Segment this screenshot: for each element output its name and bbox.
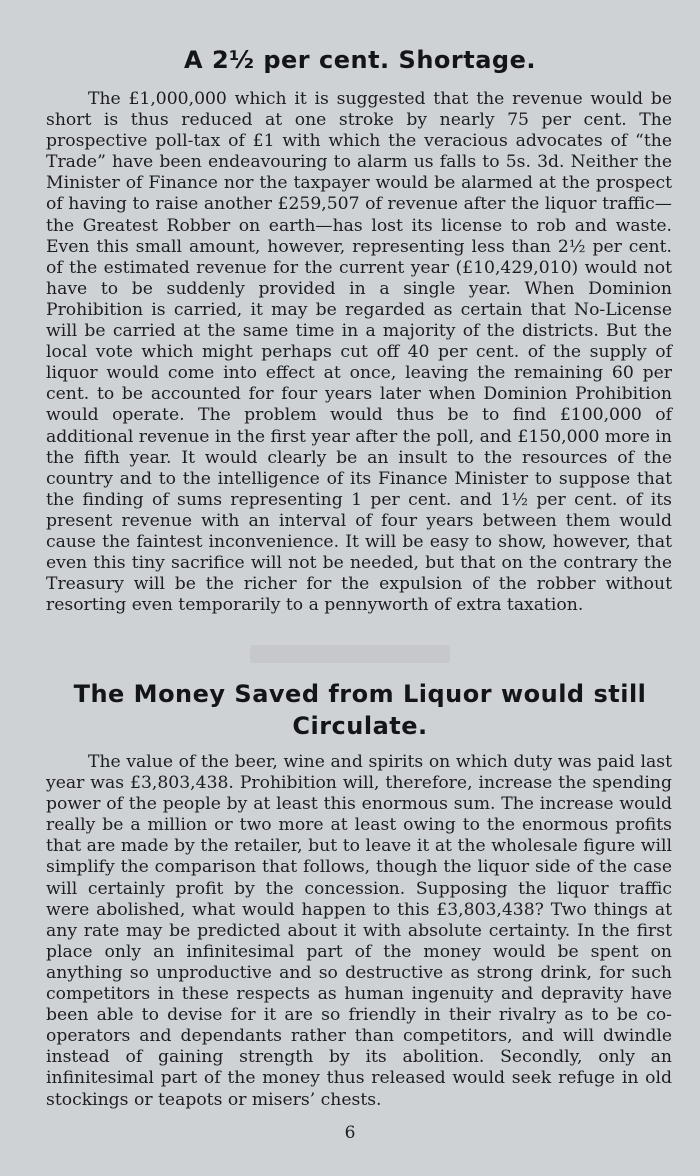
show-through-mark bbox=[250, 645, 450, 663]
body-paragraph-shortage: The £1,000,000 which it is suggested that the revenue would be short is thus reduced at one stroke by nearly 75 per cent. The prospective poll-tax of £1 with which the veracious advocates of “the Trade” have been endeavouring to alarm us falls to 5s. 3d. Neither the Minister of Finance nor the taxpayer would be alarmed at the prospect of having to raise another £259,507 of revenue after the liquor traffic—the Greatest Robber on earth—has lost its license to rob and waste. Even this small amount, however, representing less than 2½ per cent. of the estimated revenue for the current year (£10,429,010) would not have to be suddenly provided in a single year. When Dominion Prohibition is carried, it may be regarded as certain that No-License will be carried at the same time in a majority of the districts. But the local vote which might perhaps cut off 40 per cent. of the supply of liquor would come into effect at once, leaving the remaining 60 per cent. to be accounted for four years later when Dominion Prohibition would operate. The problem would thus be to find £100,000 of additional revenue in the first year after the poll, and £150,000 more in the fifth year. It would clearly be an insult to the resources of the country and to the intelligence of its Finance Minister to suppose that the finding of sums representing 1 per cent. and 1½ per cent. of its present revenue with an interval of four years between them would cause the faintest inconvenience. It will be easy to show, however, that even this tiny sacrifice will not be needed, but that on the contrary the Treasury will be the richer for the expulsion of the robber without resorting even temporarily to a pennyworth of extra taxation. bbox=[46, 89, 672, 616]
section-heading-money-saved: The Money Saved from Liquor would still Circulate. bbox=[73, 680, 647, 740]
page-number: 6 bbox=[344, 1123, 356, 1143]
body-paragraph-money-saved: The value of the beer, wine and spirits on which duty was paid last year was £3,803,438. Prohibition will, therefore, increase the spending power of the people by at least this enormous sum. The increase would really be a million or two more at least owing to the enormous profits that are made by the retailer, but to leave it at the wholesale figure will simplify the comparison that follows, though the liquor side of the case will certainly profit by the concession. Supposing the liquor traffic were abolished, what would happen to this £3,803,438? Two things at any rate may be predicted about it with absolute certainty. In the first place only an infinitesimal part of the money would be spent on anything so unproductive and so destructive as strong drink, for such competitors in these respects as human ingenuity and depravity have been able to devise for it are so friendly in their rivalry as to be co-operators and dependants rather than competitors, and will dwindle instead of gaining strength by its abolition. Secondly, only an infinitesimal part of the money thus released would seek refuge in old stockings or teapots or misers’ chests. bbox=[46, 752, 672, 1110]
section-heading-shortage: A 2½ per cent. Shortage. bbox=[184, 46, 536, 74]
